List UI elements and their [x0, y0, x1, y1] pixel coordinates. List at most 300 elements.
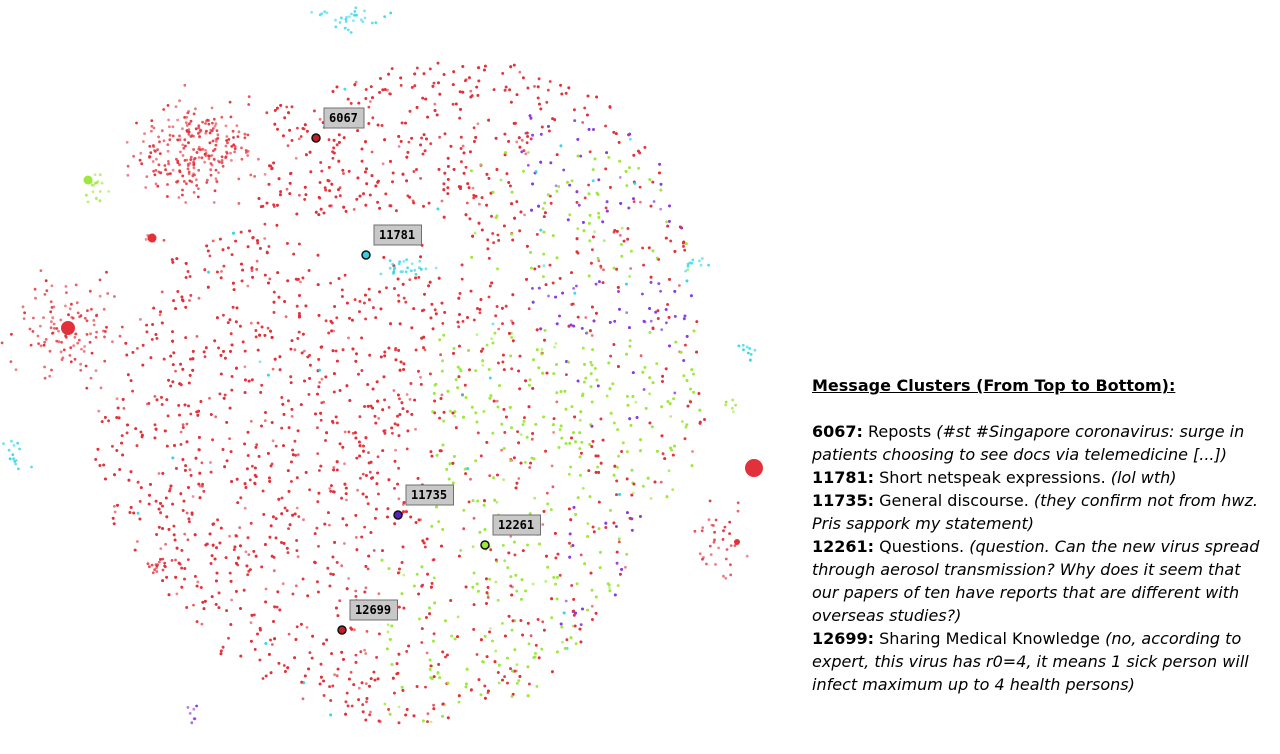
data-point	[263, 237, 266, 240]
data-point	[264, 419, 267, 422]
data-point	[412, 307, 415, 310]
data-point	[568, 508, 571, 511]
data-point	[438, 93, 441, 96]
data-point	[628, 275, 631, 278]
data-point	[441, 359, 444, 362]
data-point	[182, 458, 185, 461]
data-point	[509, 185, 512, 188]
data-point	[494, 650, 497, 653]
data-point	[101, 420, 104, 423]
data-point	[592, 128, 595, 131]
data-point	[650, 497, 653, 500]
data-point	[228, 437, 231, 440]
data-point	[542, 253, 545, 256]
data-point	[665, 321, 668, 324]
data-point	[318, 469, 321, 472]
data-point	[492, 323, 495, 326]
data-point	[403, 362, 406, 365]
data-point	[619, 234, 622, 237]
data-point	[196, 335, 199, 338]
data-point	[304, 675, 307, 678]
data-point	[394, 422, 397, 425]
data-point	[648, 246, 651, 249]
data-point	[507, 181, 510, 184]
data-point	[325, 639, 328, 642]
data-point	[428, 612, 431, 615]
data-point	[264, 411, 267, 414]
data-point	[227, 637, 230, 640]
data-point	[249, 479, 252, 482]
data-point	[609, 186, 612, 189]
data-point	[272, 368, 275, 371]
data-point	[555, 184, 558, 187]
data-point	[378, 720, 381, 723]
data-point	[136, 347, 139, 350]
data-point	[527, 164, 530, 167]
data-point	[348, 431, 351, 434]
data-point	[270, 465, 273, 468]
data-point	[528, 642, 531, 645]
data-point	[551, 465, 554, 468]
data-point	[387, 631, 390, 634]
data-point	[476, 653, 479, 656]
data-point	[260, 425, 263, 428]
data-point	[655, 362, 658, 365]
data-point	[410, 137, 413, 140]
data-point	[497, 599, 500, 602]
data-point	[383, 375, 386, 378]
data-point	[356, 129, 359, 132]
data-point	[264, 223, 267, 226]
data-point	[480, 350, 483, 353]
data-point	[641, 293, 644, 296]
data-point	[498, 682, 501, 685]
data-point	[592, 179, 595, 182]
data-point	[673, 392, 676, 395]
data-point	[273, 291, 276, 294]
data-point	[295, 157, 298, 160]
data-point	[607, 156, 610, 159]
data-point	[303, 350, 306, 353]
data-point	[359, 300, 362, 303]
data-point	[503, 559, 506, 562]
data-point	[541, 523, 544, 526]
data-point	[360, 337, 363, 340]
data-point	[343, 462, 346, 465]
data-point	[287, 527, 290, 530]
data-point	[540, 133, 543, 136]
data-point	[355, 654, 358, 657]
data-point	[490, 337, 493, 340]
data-point	[541, 348, 544, 351]
data-point	[584, 316, 587, 319]
data-point	[355, 536, 358, 539]
data-point	[252, 550, 255, 553]
data-point	[618, 160, 621, 163]
data-point	[559, 574, 562, 577]
data-point	[470, 169, 473, 172]
data-point	[291, 415, 294, 418]
data-point	[644, 366, 647, 369]
data-point	[531, 134, 534, 137]
data-point	[597, 178, 600, 181]
data-point	[332, 349, 335, 352]
data-point	[341, 295, 344, 298]
data-point	[180, 431, 183, 434]
data-point	[568, 213, 571, 216]
data-point	[430, 450, 433, 453]
data-point	[398, 706, 401, 709]
data-point	[620, 450, 623, 453]
data-point	[470, 290, 473, 293]
data-point	[640, 354, 643, 357]
data-point	[402, 574, 405, 577]
data-point	[284, 670, 287, 673]
data-point	[469, 478, 472, 481]
data-point	[227, 247, 230, 250]
data-point	[506, 566, 509, 569]
data-point	[441, 322, 444, 325]
data-point	[695, 320, 698, 323]
data-point	[545, 101, 548, 104]
data-point	[552, 485, 555, 488]
data-point	[271, 643, 274, 646]
data-point	[500, 449, 503, 452]
data-point	[118, 416, 121, 419]
data-point	[155, 333, 158, 336]
data-point	[668, 278, 671, 281]
data-point	[509, 459, 512, 462]
data-point	[691, 464, 694, 467]
data-point	[626, 238, 629, 241]
data-point	[280, 541, 283, 544]
data-point	[365, 167, 368, 170]
data-point	[283, 542, 286, 545]
data-point	[115, 449, 118, 452]
data-point	[181, 549, 184, 552]
data-point	[616, 428, 619, 431]
data-point	[577, 380, 580, 383]
data-point	[318, 314, 321, 317]
data-point	[529, 114, 532, 117]
data-point	[188, 299, 191, 302]
data-point	[506, 657, 509, 660]
data-point	[269, 536, 272, 539]
data-point	[541, 620, 544, 623]
data-point	[625, 283, 628, 286]
data-point	[402, 407, 405, 410]
data-point	[392, 172, 395, 175]
data-point	[556, 153, 559, 156]
data-point	[458, 555, 461, 558]
data-point	[356, 489, 359, 492]
data-point	[381, 124, 384, 127]
data-point	[403, 607, 406, 610]
data-point	[168, 528, 171, 531]
data-point	[527, 151, 530, 154]
data-point	[230, 599, 233, 602]
data-point	[572, 598, 575, 601]
data-point	[408, 278, 411, 281]
data-point	[341, 169, 344, 172]
data-point	[365, 700, 368, 703]
data-point	[413, 585, 416, 588]
data-point	[204, 600, 207, 603]
data-point	[624, 566, 627, 569]
data-point	[400, 140, 403, 143]
data-point	[410, 382, 413, 385]
data-point	[460, 160, 463, 163]
data-point	[303, 198, 306, 201]
data-point	[400, 84, 403, 87]
data-point	[287, 551, 290, 554]
data-point	[342, 658, 345, 661]
data-point	[463, 172, 466, 175]
data-point	[229, 572, 232, 575]
data-point	[385, 286, 388, 289]
data-point	[572, 287, 575, 290]
data-point	[268, 477, 271, 480]
data-point	[591, 605, 594, 608]
data-point	[421, 627, 424, 630]
data-point	[422, 346, 425, 349]
data-point	[289, 375, 292, 378]
data-point	[298, 194, 301, 197]
data-point	[579, 155, 582, 158]
data-point	[555, 391, 558, 394]
data-point	[192, 495, 195, 498]
data-point	[244, 365, 247, 368]
data-point	[265, 675, 268, 678]
data-point	[204, 355, 207, 358]
data-point	[583, 229, 586, 232]
data-point	[395, 209, 398, 212]
data-point	[283, 300, 286, 303]
data-point	[300, 135, 303, 138]
data-point	[182, 423, 185, 426]
data-point	[478, 678, 481, 681]
data-point	[552, 431, 555, 434]
data-point	[359, 650, 362, 653]
data-point	[501, 72, 504, 75]
data-point	[542, 207, 545, 210]
data-point	[528, 466, 531, 469]
data-point	[233, 288, 236, 291]
data-point	[198, 297, 201, 300]
data-point	[367, 568, 370, 571]
data-point	[660, 183, 663, 186]
data-point	[113, 473, 116, 476]
data-point	[174, 370, 177, 373]
data-point	[255, 336, 258, 339]
data-point	[625, 353, 628, 356]
data-point	[259, 659, 262, 662]
data-point	[347, 337, 350, 340]
data-point	[330, 484, 333, 487]
data-point	[329, 282, 332, 285]
data-point	[586, 609, 589, 612]
data-point	[552, 423, 555, 426]
data-point	[213, 339, 216, 342]
data-point	[302, 518, 305, 521]
data-point	[201, 461, 204, 464]
data-point	[364, 652, 367, 655]
data-point	[358, 455, 361, 458]
data-point	[296, 127, 299, 130]
data-point	[484, 697, 487, 700]
data-point	[616, 562, 619, 565]
data-point	[113, 505, 116, 508]
data-point	[288, 490, 291, 493]
data-point	[580, 554, 583, 557]
data-point	[187, 486, 190, 489]
data-point	[235, 534, 238, 537]
data-point	[161, 527, 164, 530]
data-point	[233, 548, 236, 551]
data-point	[469, 150, 472, 153]
data-point	[192, 604, 195, 607]
data-point	[462, 527, 465, 530]
data-point	[328, 138, 331, 141]
data-point	[377, 417, 380, 420]
data-point	[173, 533, 176, 536]
data-point	[621, 227, 624, 230]
data-point	[325, 319, 328, 322]
data-point	[491, 432, 494, 435]
data-point	[591, 248, 594, 251]
data-point	[126, 432, 129, 435]
data-point	[532, 583, 535, 586]
data-point	[355, 198, 358, 201]
data-point	[220, 650, 223, 653]
data-point	[549, 161, 552, 164]
data-point	[531, 438, 534, 441]
data-point	[375, 508, 378, 511]
data-point	[346, 692, 349, 695]
data-point	[362, 192, 365, 195]
data-point	[296, 625, 299, 628]
data-point	[521, 139, 524, 142]
data-point	[639, 186, 642, 189]
data-point	[494, 581, 497, 584]
data-point	[609, 387, 612, 390]
data-point	[414, 428, 417, 431]
data-point	[472, 187, 475, 190]
data-point	[420, 383, 423, 386]
data-point	[531, 287, 534, 290]
data-point	[593, 320, 596, 323]
data-point	[678, 284, 681, 287]
data-point	[186, 512, 189, 515]
data-point	[430, 665, 433, 668]
data-point	[378, 592, 381, 595]
data-point	[161, 291, 164, 294]
data-point	[339, 389, 342, 392]
data-point	[501, 622, 504, 625]
data-point	[574, 625, 577, 628]
data-point	[668, 345, 671, 348]
data-point	[202, 490, 205, 493]
data-point	[571, 179, 574, 182]
data-point	[272, 439, 275, 442]
data-point	[682, 245, 685, 248]
data-point	[340, 564, 343, 567]
data-point	[466, 316, 469, 319]
data-point	[629, 339, 632, 342]
data-point	[218, 606, 221, 609]
data-point	[392, 677, 395, 680]
data-point	[328, 487, 331, 490]
data-point	[269, 330, 272, 333]
data-point	[560, 93, 563, 96]
data-point	[473, 603, 476, 606]
data-point	[409, 398, 412, 401]
data-point	[665, 308, 668, 311]
data-point	[496, 400, 499, 403]
data-point	[433, 577, 436, 580]
data-point	[466, 202, 469, 205]
data-point	[529, 251, 532, 254]
data-point	[685, 426, 688, 429]
data-point	[330, 320, 333, 323]
data-point	[278, 662, 281, 665]
data-point	[530, 138, 533, 141]
data-point	[367, 502, 370, 505]
data-point	[305, 153, 308, 156]
data-point	[363, 649, 366, 652]
data-point	[514, 574, 517, 577]
data-point	[394, 449, 397, 452]
data-point	[338, 599, 341, 602]
data-point	[517, 477, 520, 480]
data-point	[568, 473, 571, 476]
data-point	[230, 332, 233, 335]
data-point	[251, 465, 254, 468]
data-point	[674, 315, 677, 318]
data-point	[130, 379, 133, 382]
data-point	[250, 322, 253, 325]
data-point	[524, 461, 527, 464]
data-point	[296, 507, 299, 510]
data-point	[600, 418, 603, 421]
data-point	[336, 86, 339, 89]
data-point	[345, 499, 348, 502]
data-point	[585, 332, 588, 335]
data-point	[369, 471, 372, 474]
data-point	[603, 239, 606, 242]
data-point	[293, 656, 296, 659]
data-point	[593, 230, 596, 233]
data-point	[597, 259, 600, 262]
data-point	[583, 381, 586, 384]
data-point	[424, 349, 427, 352]
data-point	[207, 271, 210, 274]
data-point	[417, 276, 420, 279]
data-point	[280, 512, 283, 515]
data-point	[244, 507, 247, 510]
data-point	[176, 290, 179, 293]
data-point	[430, 721, 433, 724]
data-point	[516, 663, 519, 666]
data-point	[602, 268, 605, 271]
data-point	[456, 635, 459, 638]
data-point	[668, 205, 671, 208]
data-point	[410, 413, 413, 416]
data-point	[487, 596, 490, 599]
data-point	[286, 188, 289, 191]
data-point	[549, 80, 552, 83]
data-point	[200, 400, 203, 403]
